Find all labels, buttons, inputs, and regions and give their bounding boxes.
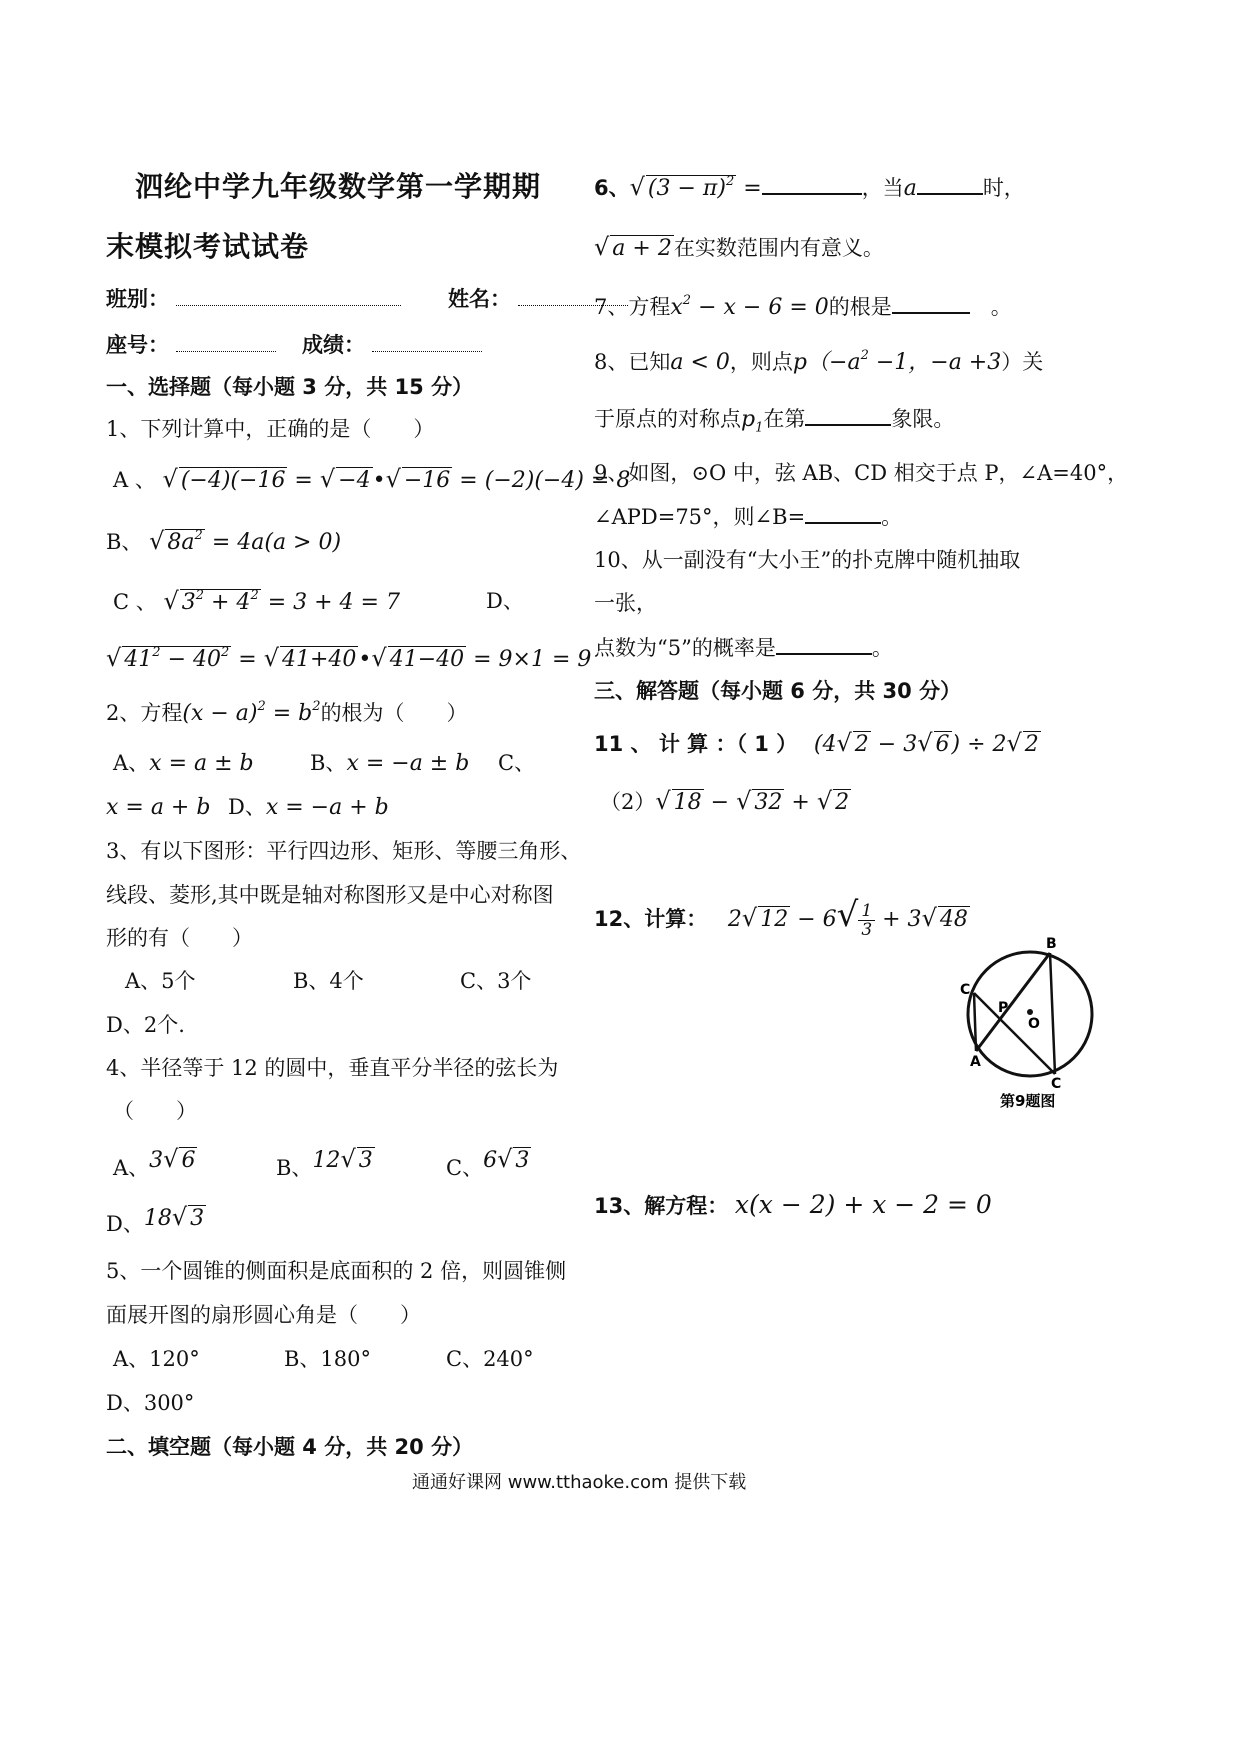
q3-line-1: 3、有以下图形：平行四边形、矩形、等腰三角形、 [106,839,582,863]
seat-field [106,330,276,360]
q2-option-c-expr: x = a + b [106,795,211,820]
q2-b-label: B、 [310,751,347,775]
q2-option-b[interactable] [310,748,469,779]
q8-pre: 8、已知 [594,350,671,374]
q4-option-b[interactable] [276,1145,375,1184]
score-field [302,330,482,360]
q13-equation: x(x − 2) + x − 2 = 0 [734,1190,992,1219]
q5-option-b[interactable]: B、180° [284,1347,372,1371]
chord-cd [974,993,1055,1074]
q6-shi: 时， [982,176,1025,200]
class-field [106,284,401,314]
q8-line2-post: 象限。 [891,407,955,431]
q8-guan: ）关 [1001,350,1044,374]
q4-b-expr: 12√ 3 [312,1145,373,1173]
score-label: 成绩： [302,333,365,357]
q4-option-c[interactable] [446,1145,531,1184]
figure-caption: 第9题图 [1000,1092,1056,1110]
q6-var-a: a [903,176,917,201]
q5-option-d[interactable]: D、300° [106,1391,195,1415]
q5-line-1: 5、一个圆锥的侧面积是底面积的 2 倍，则圆锥侧 [106,1259,567,1283]
q4-option-a[interactable] [113,1145,197,1184]
q2-option-a[interactable] [113,748,254,779]
q1-c-label: C 、 [113,590,157,614]
q10-line-2: 一张， [594,591,657,615]
q6-sqrt-a2: √ a + 2 [594,233,672,261]
q2-stem-pre: 2、方程 [106,701,183,725]
title-line-2: 末模拟考试试卷 [106,230,310,263]
q2-stem [106,698,468,729]
q4-d-label: D、 [106,1212,144,1236]
q9-line2-text: ∠APD=75°，则∠B= [594,505,806,529]
label-o: O [1028,1016,1040,1032]
q4-d-expr: 18√ 3 [143,1203,205,1231]
section-3-heading: 三、解答题（每小题 6 分，共 30 分） [594,679,962,703]
q4-a-label: A、 [113,1156,150,1180]
q7-end: 。 [990,295,1012,319]
q11-part-2-label: （2） [600,790,656,814]
q1-option-d-expr: √ $41^2 - 40^2$ = √ 41+40•√ 41−40 = 9×1 = 9 [106,644,592,672]
q8-line2-pre: 于原点的对称点 [594,407,741,431]
q3-option-d[interactable]: D、2个. [106,1013,185,1037]
q4-c-label: C、 [446,1156,484,1180]
q4-b-label: B、 [276,1156,313,1180]
q1-a-label: A 、 [113,468,156,492]
q1-option-b[interactable] [106,526,341,558]
q10-line-3 [594,633,893,663]
q9-line-1: 9、如图，⊙O 中，弦 AB、CD 相交于点 P，∠A=40°， [594,461,1129,485]
q3-option-b[interactable]: B、4个 [293,969,364,993]
q2-d-label: D、 [228,795,266,819]
class-label: 班别： [106,287,169,311]
q10-line3-text: 点数为“5”的概率是 [594,636,776,660]
q4-a-expr: 3√ 6 [149,1145,196,1173]
q6-dang: ，当 [861,176,904,200]
q8-mid: ，则点 [729,350,793,374]
q6-blank-2[interactable] [917,193,983,195]
q2-option-c-label[interactable]: C、 [498,751,536,775]
q11-line-1 [594,728,1041,760]
q11-label: 11 、 计 算 ：（ 1 ） [594,732,798,756]
q10-blank[interactable] [776,653,872,655]
q6-number: 6、 [594,176,630,200]
q6-blank-1[interactable] [762,193,862,195]
q1-option-d-label[interactable]: D、 [486,589,524,613]
q2-stem-post: 的根为（ ） [320,701,468,725]
q6-expr: √ $(3 - \pi)^2$ = [629,173,762,201]
q1-a-expr: √ (−4)(−16 = √ −4•√ −16 = (−2)(−4) = 8 [162,465,631,493]
label-a: A [970,1054,981,1070]
q8-point: $p(-a^2 -1$，−a +3 [792,348,1002,375]
center-point [1027,1009,1033,1015]
q5-line-2: 面展开图的扇形圆心角是（ ） [106,1303,421,1327]
score-blank[interactable] [372,351,482,352]
q4-c-expr: 6√ 3 [483,1145,530,1173]
q1-b-label: B、 [106,530,143,554]
q3-line-2: 线段、菱形,其中既是轴对称图形又是中心对称图 [106,883,554,907]
q10-end: 。 [871,636,893,660]
q11-expr-2: √ 18 − √ 32 + √ 2 [655,787,850,815]
q9-end: 。 [881,505,903,529]
q4-line-1: 4、半径等于 12 的圆中，垂直平分半径的弦长为 [106,1056,559,1080]
q11-expr-1: (4√ 2 − 3√ 6) ÷ 2√ 2 [813,729,1039,757]
q3-option-a[interactable]: A、5个 [125,969,196,993]
q4-option-d[interactable] [106,1203,206,1240]
q7-post: 的根是 [828,295,892,319]
q4-line-2: （ ） [113,1099,197,1123]
label-c-top: C [960,982,971,998]
q13-label: 13、解方程： [594,1194,729,1218]
q2-d-expr: x = −a + b [265,795,389,820]
class-blank[interactable] [176,305,401,306]
q7-equation: $x^2 - x - 6 = 0$ [670,293,829,320]
q6-line-2-text: 在实数范围内有意义。 [673,236,884,260]
seat-blank[interactable] [176,351,276,352]
q5-option-c[interactable]: C、240° [446,1347,534,1371]
q1-option-c[interactable] [113,586,400,618]
section-1-heading: 一、选择题（每小题 3 分，共 15 分） [106,375,474,399]
q5-option-a[interactable]: A、120° [113,1347,200,1371]
q8-p1: $p_1$ [741,407,764,436]
chord-bd [1050,953,1055,1074]
q12 [594,895,970,940]
q7 [594,292,1012,323]
q9-line-2 [594,502,902,532]
q11-line-2 [600,786,851,818]
q8-line-1 [594,347,1043,378]
name-label: 姓名： [448,287,511,311]
q9-figure [958,930,1098,1115]
section-2-heading: 二、填空题（每小题 4 分，共 20 分） [106,1435,474,1459]
q9-blank[interactable] [805,522,881,524]
q3-line-3: 形的有（ ） [106,926,253,950]
q6-line-2 [594,232,884,264]
q10-line-1: 10、从一副没有“大小王”的扑克牌中随机抽取 [594,548,1021,572]
q12-expr: 2√ 12 − 6√ $\frac{1}{3}$ + 3√ 48 [727,895,968,940]
q2-option-d[interactable] [228,792,389,823]
q2-b-expr: x = −a ± b [346,751,470,776]
seat-label: 座号： [106,333,169,357]
label-b: B [1046,936,1057,952]
q3-option-c[interactable]: C、3个 [460,969,532,993]
q7-blank[interactable] [892,312,970,314]
label-p: P [998,1000,1009,1016]
q1-c-expr: √ $3^2 + 4^2 = 3 + 4 = 7$ [163,587,400,615]
q1-option-a[interactable] [113,464,630,496]
page-footer: 通通好课网 www.tthaoke.com 提供下载 [412,1472,747,1493]
q2-a-label: A、 [113,751,150,775]
q2-a-expr: x = a ± b [149,751,254,776]
q2-equation: $(x - a)^2 = b^2$ [182,699,321,726]
q12-label: 12、计算： [594,907,708,931]
label-c-bottom: C [1051,1076,1062,1092]
q8-cond: a < 0 [670,350,730,375]
q8-line2-mid: 在第 [763,407,806,431]
title-line-1: 泗纶中学九年级数学第一学期期 [135,170,542,203]
q13 [594,1190,992,1221]
q8-line-2 [594,404,954,435]
q7-pre: 7、方程 [594,295,671,319]
q8-blank[interactable] [805,424,891,426]
q1-b-expr: √ $8a^2 = 4a(a > 0)$ [149,527,342,555]
q1-stem: 1、下列计算中，正确的是（ ） [106,417,435,441]
q6-line-1 [594,172,1025,204]
